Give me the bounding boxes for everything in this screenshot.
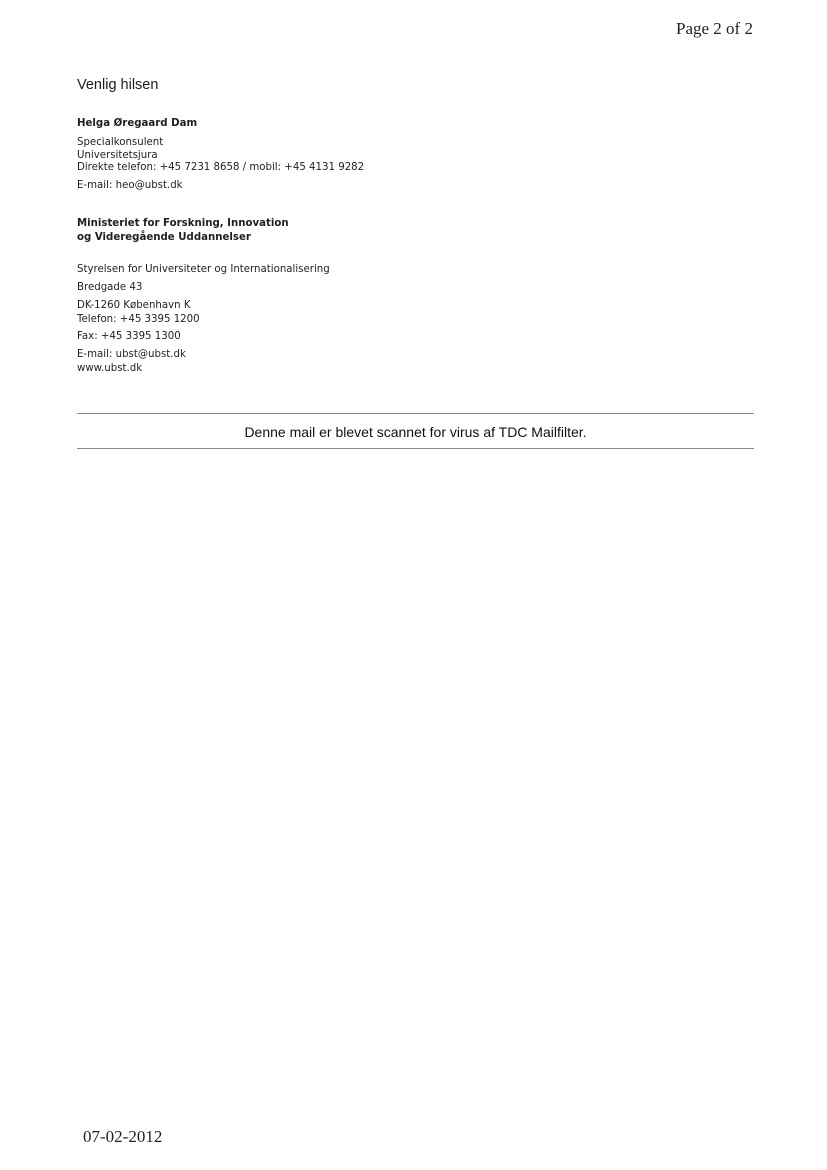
org-phone: Telefon: +45 3395 1200 (77, 314, 200, 325)
divider-bottom (77, 448, 754, 449)
divider-top (77, 413, 754, 414)
greeting: Venlig hilsen (77, 77, 159, 93)
virus-scan-notice: Denne mail er blevet scannet for virus af TDC Mailfilter. (244, 424, 587, 440)
ministry-name-line2: og Videregående Uddannelser (77, 232, 251, 243)
org-website: www.ubst.dk (77, 363, 143, 374)
postal-city: DK-1260 København K (77, 300, 191, 311)
date-stamp: 07-02-2012 (83, 1127, 163, 1146)
agency-name: Styrelsen for Universiteter og Internationalisering (77, 264, 330, 275)
signature-title: Specialkonsulent (77, 137, 164, 148)
page-number: Page 2 of 2 (676, 19, 753, 38)
signature-email: E-mail: heo@ubst.dk (77, 180, 183, 191)
signature-department: Universitetsjura (77, 150, 158, 161)
ministry-name-line1: Ministeriet for Forskning, Innovation (77, 218, 289, 229)
signature-phone: Direkte telefon: +45 7231 8658 / mobil: +45 4131 9282 (77, 162, 365, 173)
org-fax: Fax: +45 3395 1300 (77, 331, 181, 342)
org-email: E-mail: ubst@ubst.dk (77, 349, 186, 360)
signature-name: Helga Øregaard Dam (77, 118, 198, 129)
street-address: Bredgade 43 (77, 282, 143, 293)
